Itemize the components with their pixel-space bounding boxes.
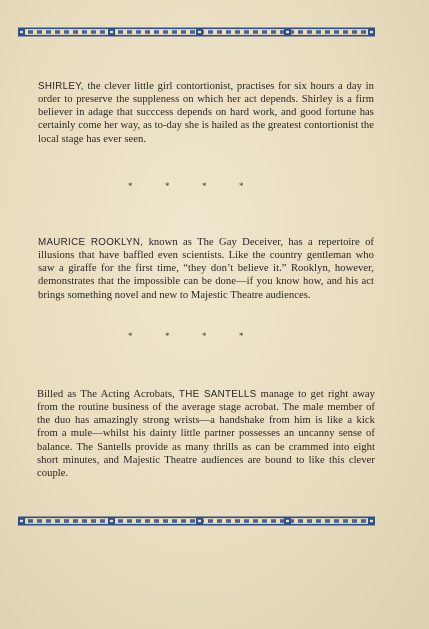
star-glyph: *	[239, 181, 244, 191]
rooklyn-description: known as The Gay Deceiver, has a repertoire of illusions that have baffled even scientists. Like the country gentleman who saw a giraffe for the first time, “they don’t believe it.” Rooklyn, however, demonstrates that the impossible can be done—if you know how, and his act brings something novel and new to Majestic Theatre audiences.	[38, 236, 375, 301]
santells-description: manage to get right away from the routine business of the average stage acrobat. The male member of the duo has amazingly strong wrists—a handshake from him is like a kick from a mule—whilst his dainty little partner possesses an uncanny sense of balance. The Santells provide as many thrills as can be crammed into eight short minutes, and Majestic Theatre audiences are bound to like this clever couple.	[37, 388, 375, 480]
star-glyph: *	[128, 331, 133, 341]
bottom-decorative-border	[18, 516, 375, 526]
separator-stars	[128, 181, 276, 191]
act-name-rooklyn: MAURICE ROOKLYN,	[38, 236, 144, 248]
star-glyph: *	[165, 181, 170, 191]
paragraph-santells	[37, 388, 375, 481]
border-pattern-bottom	[18, 516, 375, 526]
star-glyph: *	[165, 331, 170, 341]
star-glyph: *	[202, 331, 207, 341]
act-name-shirley: SHIRLEY,	[38, 80, 84, 92]
shirley-description: the clever little girl contortionist, practises for six hours a day in order to preserve the suppleness on which her act depends. Shirley is a firm believer in adage that succcess depends on hard work, and good fortune has certainly come her way, as to-day she is hailed as the greatest contortionist the local stage has ever seen.	[38, 80, 374, 145]
paragraph-shirley	[38, 80, 374, 146]
top-decorative-border	[18, 27, 375, 37]
santells-intro: Billed as The Acting Acrobats,	[37, 388, 179, 400]
star-glyph: *	[202, 181, 207, 191]
paragraph-rooklyn	[38, 236, 374, 302]
separator-stars	[128, 331, 276, 341]
star-glyph: *	[239, 331, 244, 341]
act-name-santells: THE SANTELLS	[178, 388, 257, 400]
border-pattern-top	[18, 27, 375, 37]
star-glyph: *	[128, 181, 133, 191]
